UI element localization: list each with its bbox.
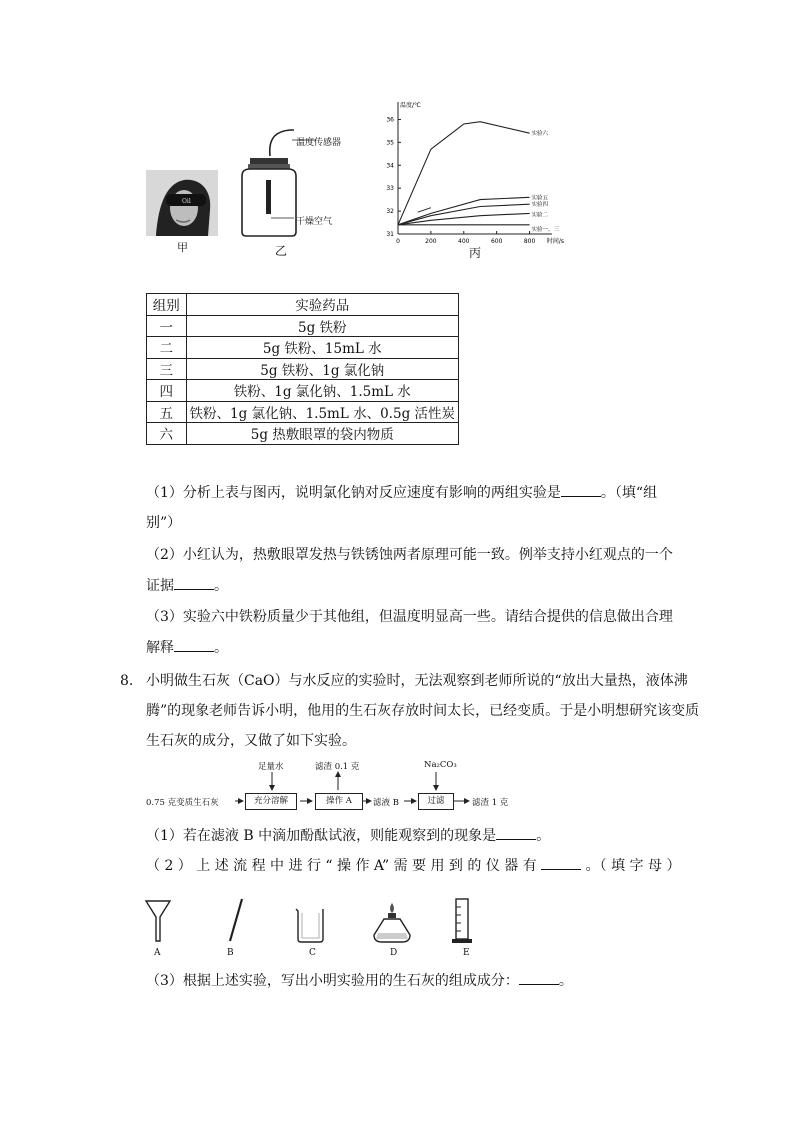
q7-part1-tail: 。（填“组 — [600, 485, 658, 501]
chart-x-tick-label: 200 — [425, 238, 437, 245]
q8-line3: 生石灰的成分，又做了如下实验。 — [146, 733, 356, 749]
q7-part2-end: 。 — [214, 578, 228, 594]
sensor-label: 温度传感器 — [296, 138, 342, 148]
table-cell-group: 三 — [147, 358, 187, 380]
chart-x-axis-label: 时间/s — [546, 238, 564, 245]
alcohol-lamp-icon — [374, 903, 410, 942]
beaker-icon — [296, 909, 323, 942]
q8-part2-end: 。（ 填 字 母 ） — [585, 858, 681, 874]
table-cell-group: 四 — [147, 380, 187, 402]
chart-y-tick-label: 33 — [386, 185, 394, 193]
q7-part3-end: 。 — [214, 640, 228, 656]
flow-residue-1: 滤渣 0.1 克 — [315, 762, 360, 772]
chart-x-tick-label: 400 — [458, 238, 470, 245]
q7-part2-evidence: 证据 — [146, 578, 174, 594]
chart-x-tick-label: 600 — [490, 238, 503, 245]
table-cell-group: 一 — [147, 315, 187, 337]
figure-jia-label: 甲 — [177, 241, 188, 254]
reagent-table — [146, 293, 459, 445]
flow-na2co3: Na₂CO₃ — [424, 760, 457, 770]
table-row — [147, 380, 459, 402]
chart-series-line — [398, 197, 530, 225]
answer-blank[interactable] — [174, 577, 214, 590]
table-header-row — [147, 294, 459, 316]
answer-blank[interactable] — [496, 827, 536, 840]
table-row — [147, 358, 459, 380]
table-row — [147, 315, 459, 337]
q8-line1: 小明做生石灰（CaO）与水反应的实验时，无法观察到老师所说的“放出大量热，液体沸 — [146, 673, 688, 689]
chart-y-tick-label: 31 — [386, 231, 394, 238]
table-row — [147, 337, 459, 359]
answer-blank[interactable] — [561, 484, 601, 497]
flow-box-dissolve: 充分溶解 — [245, 793, 297, 810]
chart-series-label: 实验六 — [531, 131, 549, 138]
q8-number: 8. — [120, 673, 134, 689]
q8-part2-text: （ 2 ） 上 述 流 程 中 进 行 “ 操 作 A” 需 要 用 到 的 仪 器 有 — [146, 858, 537, 874]
q8-part3-text: （3）根据上述实验，写出小明实验用的生石灰的组成成分： — [146, 973, 519, 989]
answer-blank[interactable] — [174, 639, 214, 652]
chart-series-label: 实验二 — [531, 212, 549, 219]
q7-part2-cont — [146, 573, 228, 599]
chart-x-tick-label: 0 — [396, 238, 400, 245]
chart-y-tick-label: 35 — [386, 139, 394, 147]
q8-line2: 腾”的现象老师告诉小明，他用的生石灰存放时间太长，已经变质。于是小明想研究该变质 — [146, 703, 700, 719]
q7-part1-text: （1）分析上表与图丙，说明氯化钠对反应速度有影响的两组实验是 — [146, 485, 561, 501]
q8-part2 — [146, 853, 680, 879]
q7-part2: （2）小红认为，热敷眼罩发热与铁锈蚀两者原理可能一致。例举支持小红观点的一个 — [146, 547, 673, 563]
table-header-reagent: 实验药品 — [186, 294, 458, 316]
q8-part1-end: 。 — [536, 828, 551, 844]
q8-part1 — [146, 823, 550, 849]
chart-series-label: 实验五 — [531, 195, 549, 202]
table-cell-reagent: 5g 铁粉、15mL 水 — [186, 337, 458, 359]
table-cell-reagent: 铁粉、1g 氯化钠、1.5mL 水、0.5g 活性炭 — [186, 401, 458, 423]
q8-part3-end: 。 — [558, 973, 573, 989]
flow-start: 0.75 克变质生石灰 — [146, 798, 219, 808]
mask-text: Oil — [182, 198, 191, 205]
apparatus-label-e: E — [463, 948, 470, 958]
chart-y-tick-label: 34 — [386, 162, 394, 170]
chart-series-label: 实验一、三 — [531, 226, 560, 233]
chart-series-label: 实验四 — [531, 202, 549, 209]
figure-jia-photo — [146, 170, 218, 236]
apparatus-label-d: D — [390, 948, 398, 958]
flow-end: 滤渣 1 克 — [472, 798, 509, 808]
table-cell-reagent: 铁粉、1g 氯化钠、1.5mL 水 — [186, 380, 458, 402]
table-row — [147, 401, 459, 423]
table-cell-group: 二 — [147, 337, 187, 359]
answer-blank[interactable] — [541, 857, 581, 870]
chart-x-tick-label: 800 — [523, 238, 536, 245]
dry-air-label: 干燥空气 — [296, 217, 333, 227]
q7-part3-explain: 解释 — [146, 640, 174, 656]
flow-box-operation-a: 操作 A — [315, 793, 363, 810]
table-header-group: 组别 — [147, 294, 187, 316]
q7-part1-cont: 别”） — [146, 515, 182, 531]
chart-dash-mark — [418, 208, 431, 213]
q7-part3-cont — [146, 635, 228, 661]
table-row — [147, 423, 459, 445]
answer-blank[interactable] — [519, 972, 559, 985]
temperature-chart — [378, 98, 578, 248]
q7-part3: （3）实验六中铁粉质量少于其他组，但温度明显高一些。请结合提供的信息做出合理 — [146, 609, 673, 625]
chart-y-axis-label: 温度/℃ — [400, 102, 421, 109]
figure-bing-label: 丙 — [469, 246, 482, 260]
q7-part1 — [146, 480, 657, 506]
chart-y-tick-label: 32 — [386, 208, 394, 216]
apparatus-label-a: A — [154, 948, 161, 958]
glass-rod-icon — [230, 899, 242, 941]
apparatus-label-b: B — [227, 948, 234, 958]
graduated-cylinder-icon — [452, 899, 472, 943]
table-cell-group: 六 — [147, 423, 187, 445]
table-cell-reagent: 5g 铁粉、1g 氯化钠 — [186, 358, 458, 380]
table-cell-group: 五 — [147, 401, 187, 423]
table-cell-reagent: 5g 热敷眼罩的袋内物质 — [186, 423, 458, 445]
funnel-icon — [146, 901, 170, 941]
q8-part3 — [146, 968, 573, 994]
chart-y-tick-label: 36 — [386, 116, 394, 124]
table-cell-reagent: 5g 铁粉 — [186, 315, 458, 337]
flow-filtrate-b: 滤液 B — [373, 798, 399, 808]
apparatus-row — [140, 895, 490, 950]
flow-water: 足量水 — [258, 762, 284, 772]
q8-part1-text: （1）若在滤液 B 中滴加酚酞试液，则能观察到的现象是 — [146, 828, 497, 844]
apparatus-label-c: C — [309, 948, 316, 958]
figure-yi-label: 乙 — [275, 244, 288, 258]
flow-box-filter: 过滤 — [418, 793, 454, 810]
